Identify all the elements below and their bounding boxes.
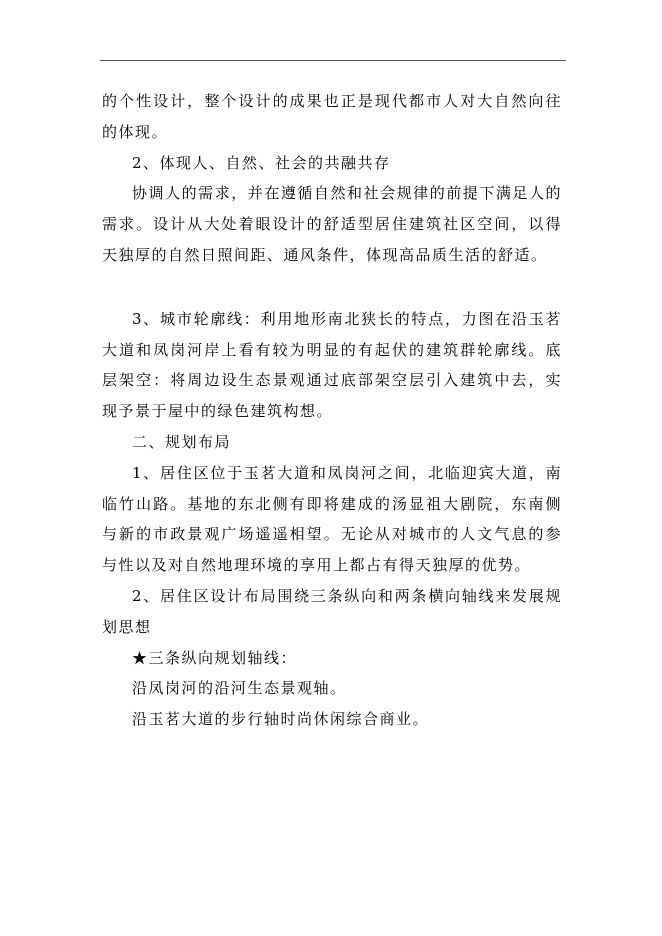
document-body <box>102 86 562 735</box>
list-item-river-axis: 沿凤岗河的沿河生态景观轴。 <box>132 679 347 698</box>
paragraph-continuation: 的个性设计，整个设计的成果也正是现代都市人对大自然向往的体现。 <box>102 92 562 141</box>
heading-three-axes: ★三条纵向规划轴线： <box>132 648 298 667</box>
list-item-pedestrian-axis: 沿玉茗大道的步行轴时尚休闲综合商业。 <box>132 710 430 729</box>
paragraph-city-skyline: 3、城市轮廓线：利用地形南北狭长的特点，力图在沿玉茗大道和凤岗河岸上看有较为明显的有起伏的建筑群轮廓线。底层架空：将周边设生态景观通过底部架空层引入建筑中去，实现予景于屋中的绿色建筑构想。 <box>102 309 562 421</box>
heading-coexistence: 2、体现人、自然、社会的共融共存 <box>132 153 391 172</box>
heading-planning-layout: 二、规划布局 <box>132 432 232 451</box>
paragraph-gap <box>102 271 562 304</box>
paragraph-coexistence: 协调人的需求，并在遵循自然和社会规律的前提下满足人的需求。设计从大处着眼设计的舒适型居住建筑社区空间，以得天独厚的自然日照间距、通风条件，体现高品质生活的舒适。 <box>102 184 562 264</box>
paragraph-axis-design: 2、居住区设计布局围绕三条纵向和两条横向轴线来发展规划思想 <box>102 586 562 636</box>
header-rule <box>100 60 566 61</box>
paragraph-site-location: 1、居住区位于玉茗大道和凤岗河之间，北临迎宾大道，南临竹山路。基地的东北侧有即将建成的汤显祖大剧院，东南侧与新的市政景观广场遥遥相望。无论从对城市的人文气息的参与性以及对自然地理环境的享用上都占有得天独厚的优势。 <box>102 463 562 575</box>
